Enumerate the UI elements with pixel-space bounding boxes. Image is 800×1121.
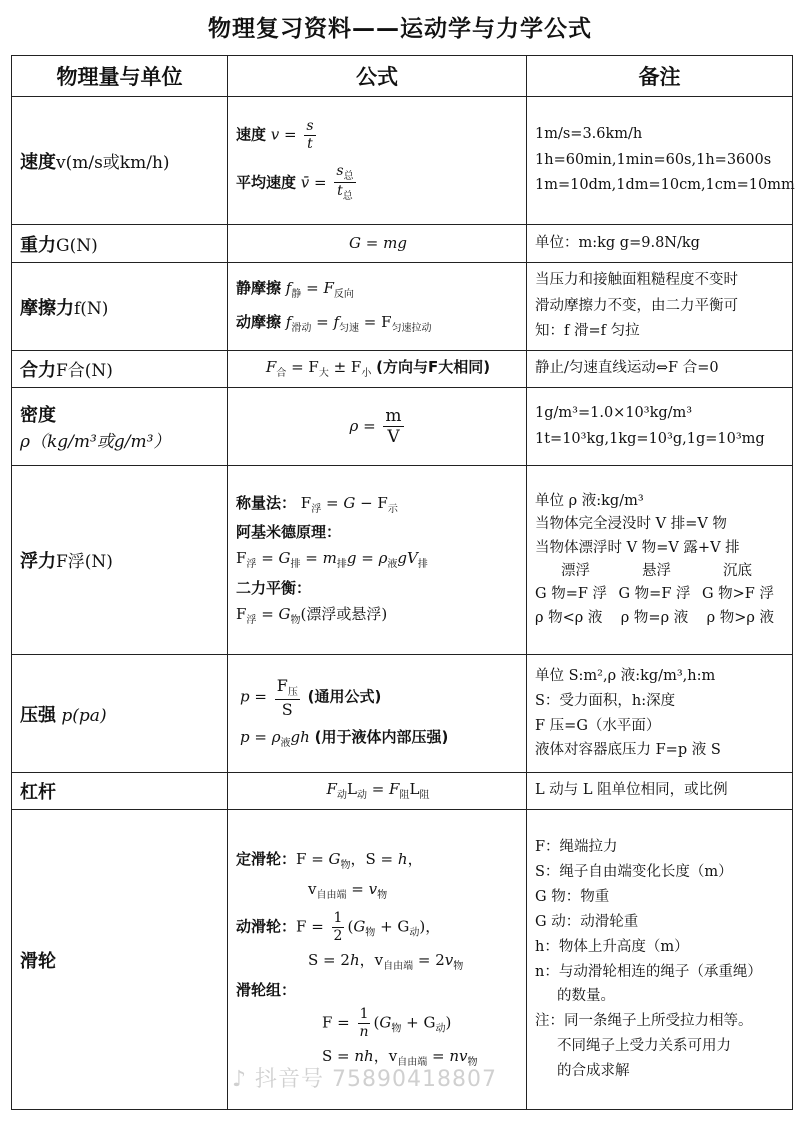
notes-buoyancy: 单位 ρ 液:kg/m³ 当物体完全浸没时 V 排=V 物 当物体漂浮时 V 物=V 露+V 排 漂浮 悬浮 沉底 G 物=F 浮 G 物=F 浮 G 物>F 浮 ρ 物<ρ 液 ρ 物=ρ 液 ρ 物>ρ 液 — [527, 466, 793, 655]
formula-resultant: $F_合 = F_大 \pm F_小$ (方向与F大相同) — [228, 351, 527, 388]
notes-speed: 1m/s=3.6km/h 1h=60min,1min=60s,1h=3600s 1m=10dm,1dm=10cm,1cm=10mm — [527, 97, 793, 225]
quantity-pulley: 滑轮 — [12, 810, 228, 1110]
quantity-gravity: 重力G(N) — [12, 225, 228, 263]
watermark: ♪ 抖音号 75890418807 — [232, 1067, 497, 1092]
formula-pulley: 定滑轮：$F = G_物$，S = h， $v_{自由端} = v_物$ 动滑轮：F = $\frac{1}{2}$ $(G_物 + G_动)$， S = 2h，$v_{自由端} = 2v_物$ 滑轮组： F = $\frac{1}{n}$ $(G_物 + G_动)$ S = nh，$v_{自由端} = nv_物$ — [228, 810, 527, 1110]
quantity-speed: 速度v(m/s或km/h) — [12, 97, 228, 225]
table-row-gravity — [12, 225, 793, 263]
header-notes: 备注 — [527, 56, 793, 97]
table-row-lever — [12, 773, 793, 810]
formula-speed — [228, 97, 527, 225]
notes-pulley: F：绳端拉力 S：绳子自由端变化长度（m） G 物：物重 G 动：动滑轮重 h：物体上升高度（m） n：与动滑轮相连的绳子（承重绳） 的数量。 注：同一条绳子上所受拉力相等。 不同绳子上受力关系可用力 的合成求解 — [527, 810, 793, 1110]
formula-lever: $F_动L_动 = F_阻L_阻$ — [228, 773, 527, 810]
table-row-pressure — [12, 655, 793, 773]
formula-pressure: p = $\frac{F_压}{S}$ (通用公式) $p = \rho_液gh$ (用于液体内部压强) — [228, 655, 527, 773]
quantity-lever: 杠杆 — [12, 773, 228, 810]
quantity-density: 密度 ρ（kg/m³或g/m³） — [12, 388, 228, 466]
table-row-buoyancy — [12, 466, 793, 655]
header-quantity: 物理量与单位 — [12, 56, 228, 97]
notes-density: 1g/m³=1.0×10³kg/m³ 1t=10³kg,1kg=10³g,1g=10³mg — [527, 388, 793, 466]
quantity-resultant: 合力F合(N) — [12, 351, 228, 388]
quantity-buoyancy: 浮力F浮(N) — [12, 466, 228, 655]
formula-density: ρ = $\frac{m}{V}$ — [228, 388, 527, 466]
quantity-friction: 摩擦力f(N) — [12, 263, 228, 351]
formula-buoyancy: 称量法： $F_浮 = G - F_示$ 阿基米德原理： $F_浮 = G_排 = m_排g = \rho_液gV_排$ 二力平衡： $F_浮 = G_物$(漂浮或悬浮) — [228, 466, 527, 655]
notes-friction: 当压力和接触面粗糙程度不变时 滑动摩擦力不变，由二力平衡可 知：f 滑=f 匀拉 — [527, 263, 793, 351]
header-formula: 公式 — [228, 56, 527, 97]
table-row-speed — [12, 97, 793, 225]
notes-pressure: 单位 S:m²,ρ 液:kg/m³,h:m S：受力面积，h:深度 F 压=G（水平面） 液体对容器底压力 F=p 液 S — [527, 655, 793, 773]
page-title: 物理复习资料——运动学与力学公式 — [208, 16, 592, 42]
formula-gravity: G = mg — [228, 225, 527, 263]
notes-gravity: 单位：m:kg g=9.8N/kg — [527, 225, 793, 263]
table-row-friction — [12, 263, 793, 351]
table-row-density — [12, 388, 793, 466]
formula-avg-speed-line: 平均速度 v̄ = $\frac{s_总}{t_总}$ — [236, 162, 354, 203]
formula-table — [11, 55, 793, 1110]
formula-speed-line: 速度 v = $\frac{s}{t}$ — [236, 117, 314, 152]
formula-friction: 静摩擦 $f_静 = F_{反向}$ 动摩擦 $f_{滑动} = f_{匀速} = F_{匀速拉动}$ — [228, 263, 527, 351]
table-header-row — [12, 56, 793, 97]
quantity-pressure: 压强 p(pa) — [12, 655, 228, 773]
notes-resultant: 静止/匀速直线运动⇔F 合=0 — [527, 351, 793, 388]
table-row-resultant — [12, 351, 793, 388]
notes-lever: L 动与 L 阻单位相同，或比例 — [527, 773, 793, 810]
